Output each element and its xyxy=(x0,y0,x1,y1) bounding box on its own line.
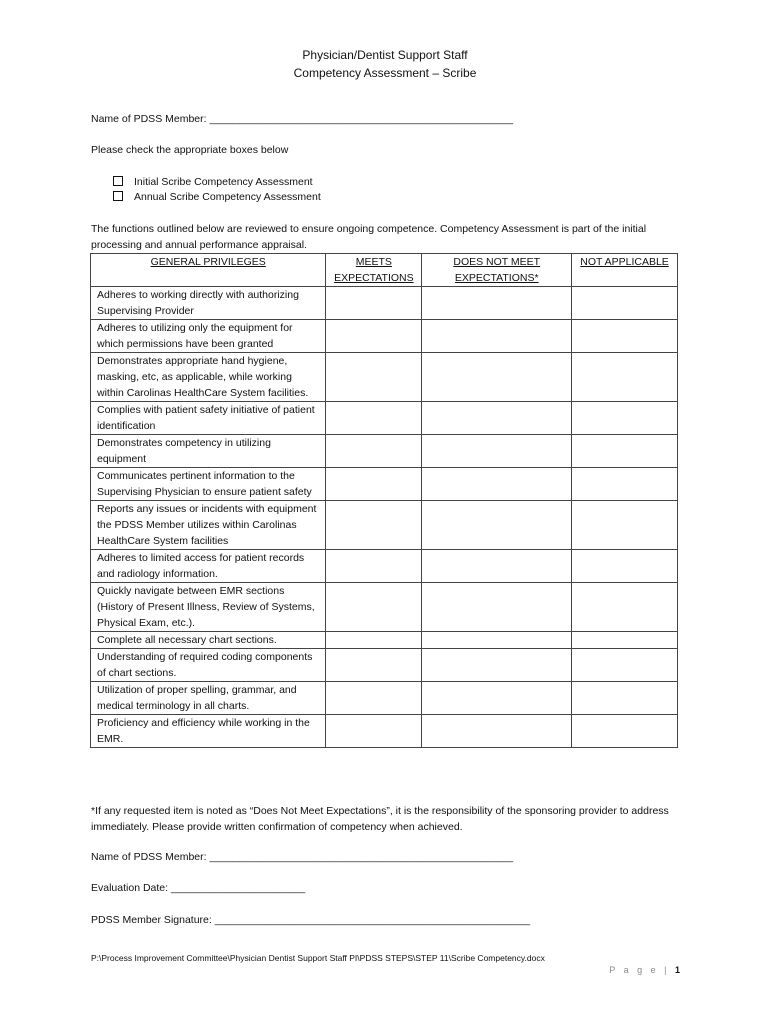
privilege-cell: Understanding of required coding components of chart sections. xyxy=(91,649,326,682)
does-not-meet-cell[interactable] xyxy=(422,353,572,402)
privilege-cell: Adheres to utilizing only the equipment for which permissions have been granted xyxy=(91,320,326,353)
privilege-cell: Complete all necessary chart sections. xyxy=(91,632,326,649)
competency-table xyxy=(90,253,678,748)
does-not-meet-cell[interactable] xyxy=(422,501,572,550)
header-general-privileges: GENERAL PRIVILEGES xyxy=(91,254,326,287)
does-not-meet-cell[interactable] xyxy=(422,320,572,353)
document-subtitle: Competency Assessment – Scribe xyxy=(293,66,477,80)
intro-paragraph: The functions outlined below are reviewed to ensure ongoing competence. Competency Assessment is part of the initial processing and annual performance appraisal. xyxy=(91,223,647,251)
not-applicable-cell[interactable] xyxy=(572,435,678,468)
table-row xyxy=(91,320,678,353)
not-applicable-cell[interactable] xyxy=(572,320,678,353)
does-not-meet-cell[interactable] xyxy=(422,649,572,682)
does-not-meet-cell[interactable] xyxy=(422,550,572,583)
header-meets-expectations: MEETS EXPECTATIONS xyxy=(326,254,422,287)
table-row xyxy=(91,649,678,682)
not-applicable-cell[interactable] xyxy=(572,287,678,320)
table-row xyxy=(91,632,678,649)
meets-cell[interactable] xyxy=(326,353,422,402)
meets-cell[interactable] xyxy=(326,550,422,583)
not-applicable-cell[interactable] xyxy=(572,682,678,715)
checkbox-icon[interactable] xyxy=(113,191,123,201)
checkbox-initial[interactable] xyxy=(113,176,313,188)
meets-cell[interactable] xyxy=(326,501,422,550)
meets-cell[interactable] xyxy=(326,320,422,353)
header-does-not-meet: DOES NOT MEET EXPECTATIONS* xyxy=(422,254,572,287)
privilege-cell: Quickly navigate between EMR sections (History of Present Illness, Review of Systems, Physical Exam, etc.). xyxy=(91,583,326,632)
privilege-cell: Demonstrates competency in utilizing equipment xyxy=(91,435,326,468)
meets-cell[interactable] xyxy=(326,435,422,468)
table-row xyxy=(91,715,678,748)
meets-cell[interactable] xyxy=(326,402,422,435)
table-row xyxy=(91,435,678,468)
meets-cell[interactable] xyxy=(326,682,422,715)
not-applicable-cell[interactable] xyxy=(572,715,678,748)
header-not-applicable: NOT APPLICABLE xyxy=(572,254,678,287)
name-field-bottom[interactable]: Name of PDSS Member: ____________________________________________________ xyxy=(91,851,514,863)
meets-cell[interactable] xyxy=(326,583,422,632)
not-applicable-cell[interactable] xyxy=(572,501,678,550)
checkbox-icon[interactable] xyxy=(113,176,123,186)
privilege-cell: Reports any issues or incidents with equipment the PDSS Member utilizes within Carolinas HealthCare System facilities xyxy=(91,501,326,550)
page-number-value: 1 xyxy=(674,965,680,975)
not-applicable-cell[interactable] xyxy=(572,632,678,649)
table-row xyxy=(91,353,678,402)
privilege-cell: Communicates pertinent information to the Supervising Physician to ensure patient safety xyxy=(91,468,326,501)
meets-cell[interactable] xyxy=(326,632,422,649)
privilege-cell: Demonstrates appropriate hand hygiene, masking, etc, as applicable, while working within Carolinas HealthCare System facilities. xyxy=(91,353,326,402)
footer-file-path: P:\Process Improvement Committee\Physician Dentist Support Staff PI\PDSS STEPS\STEP 11\Scribe Competency.docx xyxy=(91,953,545,963)
does-not-meet-cell[interactable] xyxy=(422,468,572,501)
not-applicable-cell[interactable] xyxy=(572,583,678,632)
meets-cell[interactable] xyxy=(326,649,422,682)
does-not-meet-cell[interactable] xyxy=(422,632,572,649)
does-not-meet-cell[interactable] xyxy=(422,715,572,748)
meets-cell[interactable] xyxy=(326,715,422,748)
not-applicable-cell[interactable] xyxy=(572,550,678,583)
page-number xyxy=(609,965,680,975)
checkbox-label: Annual Scribe Competency Assessment xyxy=(134,191,321,203)
does-not-meet-cell[interactable] xyxy=(422,583,572,632)
table-row xyxy=(91,682,678,715)
table-row xyxy=(91,287,678,320)
privilege-cell: Adheres to limited access for patient records and radiology information. xyxy=(91,550,326,583)
checkbox-annual[interactable] xyxy=(113,191,321,203)
document-title: Physician/Dentist Support Staff xyxy=(302,48,468,62)
table-header-row xyxy=(91,254,678,287)
meets-cell[interactable] xyxy=(326,468,422,501)
not-applicable-cell[interactable] xyxy=(572,402,678,435)
does-not-meet-cell[interactable] xyxy=(422,682,572,715)
table-row xyxy=(91,583,678,632)
table-row xyxy=(91,501,678,550)
not-applicable-cell[interactable] xyxy=(572,468,678,501)
privilege-cell: Utilization of proper spelling, grammar, and medical terminology in all charts. xyxy=(91,682,326,715)
not-applicable-cell[interactable] xyxy=(572,353,678,402)
table-row xyxy=(91,550,678,583)
name-field-top[interactable]: Name of PDSS Member: ____________________________________________________ xyxy=(91,113,514,125)
table-row xyxy=(91,402,678,435)
privilege-cell: Complies with patient safety initiative of patient identification xyxy=(91,402,326,435)
table-row xyxy=(91,468,678,501)
evaluation-date-field[interactable]: Evaluation Date: _______________________ xyxy=(91,882,306,894)
page-label: P a g e | xyxy=(609,965,670,975)
does-not-meet-cell[interactable] xyxy=(422,435,572,468)
does-not-meet-cell[interactable] xyxy=(422,287,572,320)
not-applicable-cell[interactable] xyxy=(572,649,678,682)
instruction-text: Please check the appropriate boxes below xyxy=(91,144,289,156)
meets-cell[interactable] xyxy=(326,287,422,320)
does-not-meet-cell[interactable] xyxy=(422,402,572,435)
privilege-cell: Adheres to working directly with authorizing Supervising Provider xyxy=(91,287,326,320)
checkbox-label: Initial Scribe Competency Assessment xyxy=(134,176,313,188)
signature-field[interactable]: PDSS Member Signature: ______________________________________________________ xyxy=(91,914,531,926)
footnote: *If any requested item is noted as “Does Not Meet Expectations”, it is the responsibility of the sponsoring provider to address immediately. Please provide written confirmation of competency when achieved. xyxy=(91,805,669,833)
privilege-cell: Proficiency and efficiency while working in the EMR. xyxy=(91,715,326,748)
